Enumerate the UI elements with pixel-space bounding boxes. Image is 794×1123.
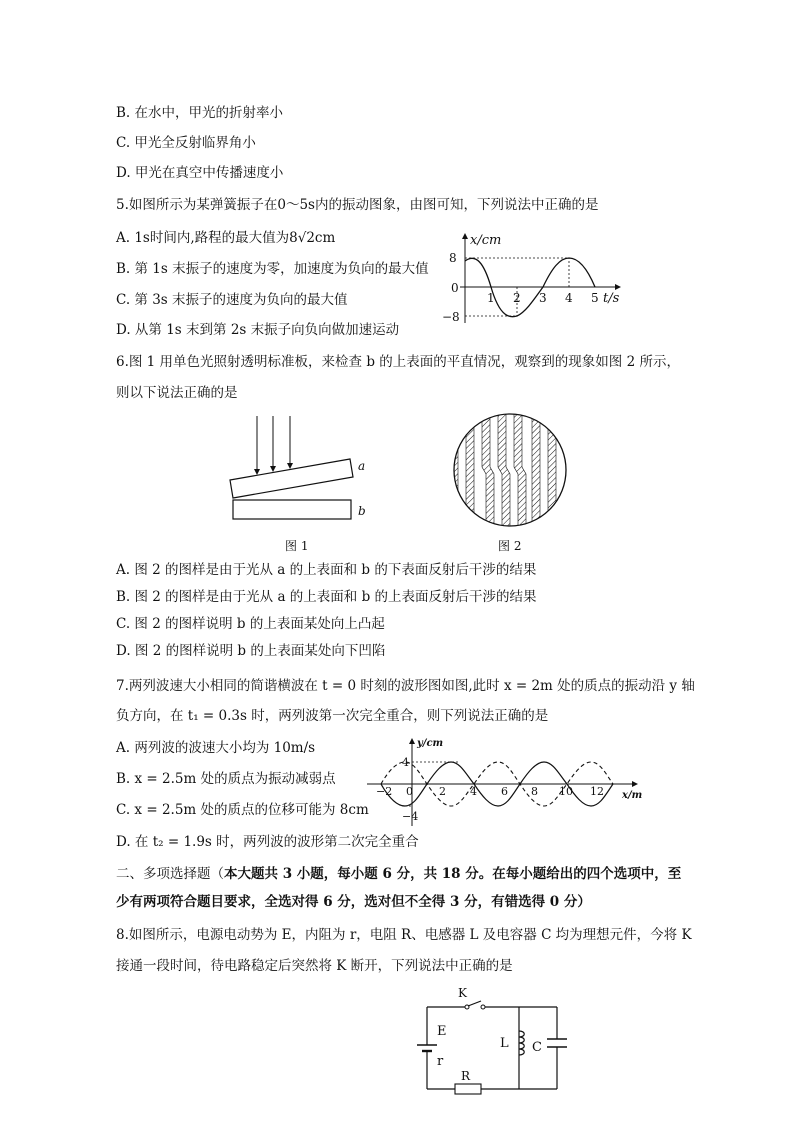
q7-xtick-2: 2	[439, 785, 446, 798]
q5-xtick-4: 4	[565, 291, 573, 305]
q5-oscillation-graph	[440, 228, 630, 328]
battery-e-label: E	[437, 1024, 447, 1039]
q5-option-c: C. 第 3s 末振子的速度为负向的最大值	[116, 292, 348, 308]
q7-ylabel: y/cm	[417, 738, 444, 749]
capacitor-c-label: C	[532, 1040, 542, 1055]
q7-xtick-10: 10	[559, 785, 573, 798]
fig1-caption: 图 1	[285, 539, 309, 553]
q7-xtick-12: 12	[590, 785, 604, 798]
q6-option-c: C. 图 2 的图样说明 b 的上表面某处向上凸起	[116, 616, 385, 632]
q5-ytick-8: 8	[449, 251, 457, 265]
q7-option-d: D. 在 t₂ = 1.9s 时，两列波的波形第二次完全重合	[116, 834, 419, 850]
battery-r-label: r	[437, 1054, 444, 1069]
q5-option-d: D. 从第 1s 末到第 2s 末振子向负向做加速运动	[116, 322, 400, 338]
q6-stem-line2: 则以下说法正确的是	[116, 385, 238, 401]
q7-wave-graph	[365, 736, 650, 828]
plate-a-label: a	[358, 459, 366, 473]
section2-heading-line2: 少有两项符合题目要求，全选对得 6 分，选对但不全得 3 分，有错选得 0 分）	[116, 894, 591, 910]
q7-ytick-neg4: −4	[402, 810, 419, 823]
q7-xtick-8: 8	[531, 785, 538, 798]
switch-k-blade	[468, 1001, 481, 1006]
q6-stem-line1: 6.图 1 用单色光照射透明标准板，来检查 b 的上表面的平直情况，观察到的现象如图 2 所示，	[116, 354, 680, 370]
inductor-l	[519, 1031, 524, 1055]
q7-xtick-0: 0	[406, 785, 413, 798]
q5-xtick-5: 5	[591, 291, 599, 305]
plate-b-label: b	[358, 504, 366, 518]
resistor-r-label: R	[461, 1069, 471, 1083]
q7-option-c: C. x = 2.5m 处的质点的位移可能为 8cm	[116, 802, 369, 818]
q7-xtick-6: 6	[501, 785, 508, 798]
q5-ytick-0: 0	[451, 281, 459, 295]
q7-stem-line1: 7.两列波速大小相同的简谐横波在 t = 0 时刻的波形图如图,此时 x = 2m 处的质点的振动沿 y 轴	[116, 678, 695, 694]
q5-xlabel: t/s	[603, 291, 620, 306]
q5-ytick-neg8: −8	[442, 310, 460, 324]
switch-k-contact-right	[481, 1005, 485, 1009]
q5-xtick-2: 2	[513, 291, 521, 305]
q4-option-b: B. 在水中，甲光的折射率小	[116, 105, 284, 121]
q6-figure-1	[220, 412, 390, 557]
q5-option-b: B. 第 1s 末振子的速度为零，加速度为负向的最大值	[116, 261, 429, 277]
q6-option-b: B. 图 2 的图样是由于光从 a 的上表面和 b 的上表面反射后干涉的结果	[116, 589, 537, 605]
q4-option-d: D. 甲光在真空中传播速度小	[116, 165, 284, 181]
switch-k-label: K	[458, 986, 467, 1000]
q8-stem-line2: 接通一段时间，待电路稳定后突然将 K 断开，下列说法中正确的是	[116, 958, 513, 974]
q7-ytick-4: 4	[402, 756, 409, 769]
q5-ylabel: x/cm	[470, 233, 502, 248]
q7-option-a: A. 两列波的波速大小均为 10m/s	[116, 740, 316, 756]
q5-xtick-1: 1	[487, 291, 495, 305]
plate-a	[230, 459, 353, 498]
q7-xtick-4: 4	[470, 785, 477, 798]
inductor-l-label: L	[500, 1036, 509, 1051]
q5-xtick-3: 3	[539, 291, 547, 305]
section2-heading-line1	[116, 864, 681, 884]
q6-option-a: A. 图 2 的图样是由于光从 a 的上表面和 b 的下表面反射后干涉的结果	[116, 562, 537, 578]
resistor-r	[455, 1084, 481, 1094]
q7-xlabel: x/m	[622, 790, 643, 801]
interference-fringes	[450, 412, 556, 532]
q7-option-b: B. x = 2.5m 处的质点为振动减弱点	[116, 771, 336, 787]
q5-option-a: A. 1s时间内,路程的最大值为8√2cm	[116, 230, 336, 246]
fig2-caption: 图 2	[498, 539, 522, 553]
q5-stem: 5.如图所示为某弹簧振子在0～5s内的振动图象，由图可知，下列说法中正确的是	[116, 197, 599, 213]
q6-figure-2	[440, 412, 580, 557]
section2-heading-rules: 本大题共 3 小题，每小题 6 分，共 18 分。在每小题给出的四个选项中，至	[224, 866, 682, 882]
plate-b	[233, 500, 351, 519]
q4-option-c: C. 甲光全反射临界角小	[116, 135, 256, 151]
section2-heading-prefix: 二、多项选择题（	[116, 866, 224, 882]
q8-circuit-diagram	[405, 985, 585, 1100]
q7-stem-line2: 负方向，在 t₁ = 0.3s 时，两列波第一次完全重合，则下列说法正确的是	[116, 708, 549, 724]
q8-stem-line1: 8.如图所示，电源电动势为 E，内阻为 r，电阻 R、电感器 L 及电容器 C 均为理想元件，今将 K	[116, 927, 692, 943]
q6-option-d: D. 图 2 的图样说明 b 的上表面某处向下凹陷	[116, 643, 386, 659]
q7-xtick-neg2: −2	[376, 785, 393, 798]
